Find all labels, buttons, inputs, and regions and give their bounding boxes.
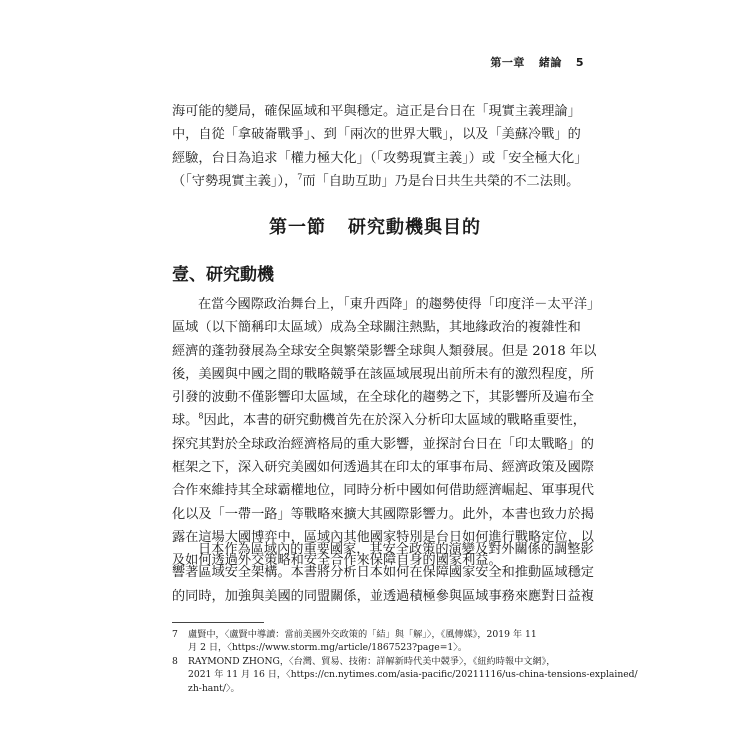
- chapter-label: 第一章: [490, 56, 525, 69]
- text-fragment: 球。: [172, 413, 199, 429]
- section-number: 第一節: [269, 217, 326, 238]
- page-number: 5: [575, 56, 584, 69]
- footnote-ref-8[interactable]: 8: [198, 412, 204, 422]
- text-line: 後，美國與中國之間的戰略競爭在該區域展現出前所未有的激烈程度，所: [172, 366, 594, 382]
- text-line: 中，自從「拿破崙戰爭」、到「兩次的世界大戰」，以及「美蘇冷戰」的: [172, 127, 581, 143]
- running-header: [476, 54, 584, 70]
- footnote-line[interactable]: zh-hant/〉。: [188, 682, 240, 694]
- footnotes: [172, 628, 638, 695]
- text-line: 在當今國際政治舞台上，「東升西降」的趨勢使得「印度洋－太平洋」: [198, 297, 601, 312]
- text-line: [172, 409, 586, 432]
- footnote-8: [172, 655, 638, 695]
- text-line: 的同時，加強與美國的同盟關係，並透過積極參與區域事務來應對日益複: [172, 588, 594, 604]
- footnote-ref-7[interactable]: 7: [297, 172, 303, 182]
- body-paragraph-japan: [172, 538, 594, 608]
- subsection-heading: 壹、研究動機: [172, 265, 274, 285]
- text-fragment: 因此，本書的研究動機首先在於深入分析印太區域的戰略重要性，: [203, 413, 586, 429]
- footnote-7: [172, 628, 586, 655]
- text-line: 露在這場大國博弈中，區域內其他國家特別是台日如何進行戰略定位，以: [172, 529, 594, 545]
- footnote-line: RAYMOND ZHONG，〈台灣、貿易、技術：詳解新時代美中競爭〉，《紐約時報中文網》，: [188, 655, 556, 667]
- footnote-number: 8: [172, 655, 178, 667]
- footnote-line[interactable]: 月 2 日，〈https://www.storm.mg/article/1867523?page=1〉。: [188, 642, 468, 654]
- text-line: 探究其對於全球政治經濟格局的重大影響，並探討台日在「印太戰略」的: [172, 436, 594, 452]
- text-line: 日本作為區域內的重要國家，其安全政策的演變及對外關係的調整影: [198, 542, 594, 557]
- text-line: [172, 170, 582, 193]
- footnote-line[interactable]: 2021 年 11 月 16 日，〈https://cn.nytimes.com/asia-pacific/20211116/us-china-tensions-explained/: [188, 669, 638, 681]
- footnote-divider: [172, 622, 264, 623]
- text-line: 合作來維持其全球霸權地位，同時分析中國如何借助經濟崛起、軍事現代: [172, 483, 594, 499]
- text-line: 響著區域安全架構。本書將分析日本如何在保障國家安全和推動區域穩定: [172, 565, 594, 581]
- text-fragment: （「守勢現實主義」），: [172, 173, 298, 189]
- section-heading: [0, 213, 750, 239]
- text-line: 經驗，台日為追求「權力極大化」（「攻勢現實主義」）或「安全極大化」: [172, 150, 588, 166]
- text-line: 區域（以下簡稱印太區域）成為全球關注熱點，其地緣政治的複雜性和: [172, 320, 581, 336]
- text-line: 化以及「一帶一路」等戰略來擴大其國際影響力。此外，本書也致力於揭: [172, 506, 594, 522]
- text-line: 海可能的變局，確保區域和平與穩定。這正是台日在「現實主義理論」: [172, 104, 581, 119]
- chapter-title: 緒論: [538, 56, 562, 69]
- text-line: 及如何透過外交策略和安全合作來保障自身的國家利益。: [172, 553, 502, 569]
- section-text: 研究動機與目的: [348, 217, 481, 238]
- text-line: 框架之下，深入研究美國如何透過其在印太的軍事布局、經濟政策及國際: [172, 460, 594, 476]
- text-fragment: 而「自助互助」乃是台日共生共榮的不二法則。: [302, 173, 580, 189]
- footnote-number: 7: [172, 629, 178, 640]
- intro-paragraph: [172, 100, 588, 193]
- footnote-line: 盧賢中，〈盧賢中導讀：當前美國外交政策的「結」與「解」〉，《風傳媒》，2019 年 11: [188, 629, 537, 640]
- text-line: 經濟的蓬勃發展為全球安全與繁榮影響全球與人類發展。但是 2018 年以: [172, 343, 597, 359]
- text-line: 引發的波動不僅影響印太區域，在全球化的趨勢之下，其影響所及遍布全: [172, 390, 594, 406]
